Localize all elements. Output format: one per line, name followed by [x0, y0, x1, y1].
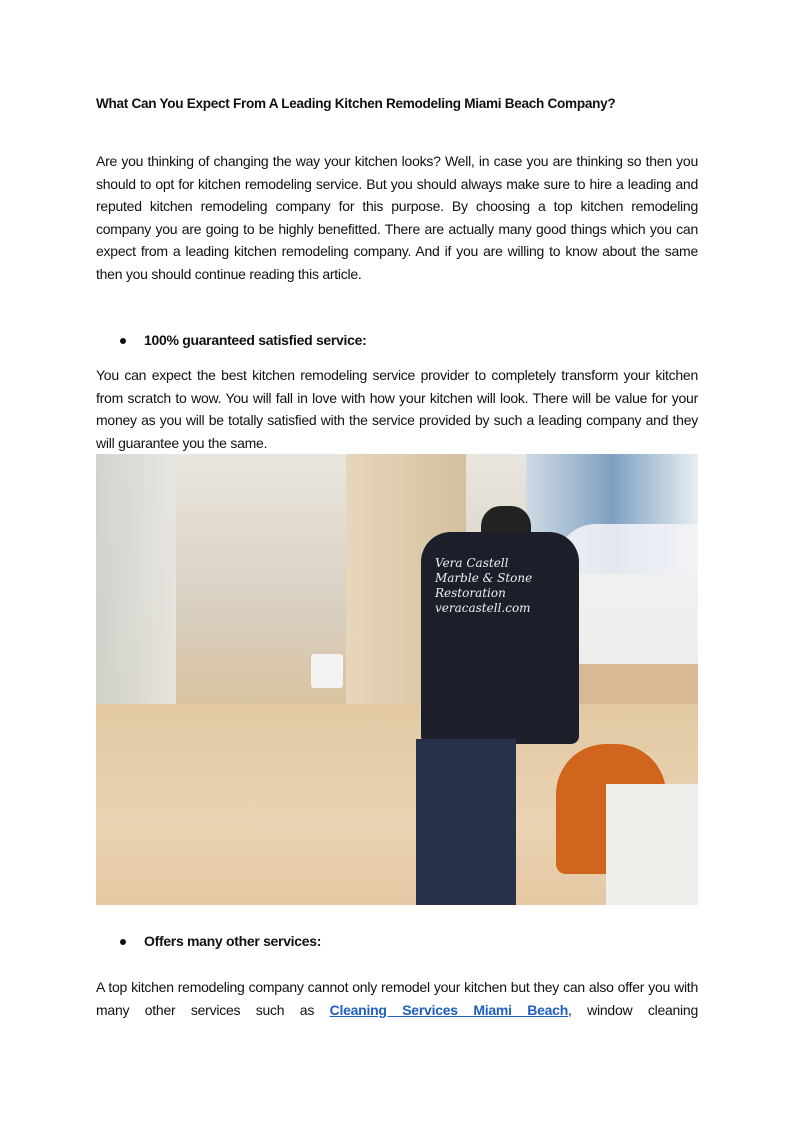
shirt-print-line: Restoration	[435, 586, 506, 600]
section-heading	[120, 332, 366, 348]
bullet-icon	[120, 939, 126, 945]
section-paragraph	[96, 976, 698, 1021]
page-title: What Can You Expect From A Leading Kitchen Remodeling Miami Beach Company?	[96, 96, 616, 111]
shirt-print-line: Marble & Stone	[435, 571, 533, 585]
section-paragraph: You can expect the best kitchen remodeling service provider to completely transform your kitchen from scratch to wow. You will fall in love with how your kitchen will look. There will be value for your money as you will be totally satisfied with the service provided by such a leading company and they will guarantee you the same.	[96, 367, 698, 451]
section-heading-text: 100% guaranteed satisfied service:	[144, 332, 367, 348]
intro-paragraph: Are you thinking of changing the way your kitchen looks? Well, in case you are thinking so then you should to opt for kitchen remodeling service. But you should always make sure to hire a leading and reputed kitchen remodeling company for this purpose. By choosing a top kitchen remodeling company you are going to be highly benefitted. There are actually many good things which you can expect from a leading kitchen remodeling company. And if you are willing to know about the same then you should continue reading this article.	[96, 153, 698, 282]
bullet-icon	[120, 338, 126, 344]
section-heading-text: Offers many other services:	[144, 933, 322, 949]
paragraph-text: , window cleaning	[568, 1001, 698, 1018]
shirt-print-line: Vera Castell	[435, 556, 509, 570]
floor-restoration-photo	[96, 454, 698, 905]
cleaning-services-link[interactable]: Cleaning Services Miami Beach	[329, 1001, 569, 1018]
shirt-print-line: veracastell.com	[435, 601, 531, 615]
paragraph-text: A top kitchen remodeling company cannot only remodel your kitchen but they can also offer you with many other services such as	[96, 979, 698, 1018]
section-heading	[120, 933, 321, 949]
